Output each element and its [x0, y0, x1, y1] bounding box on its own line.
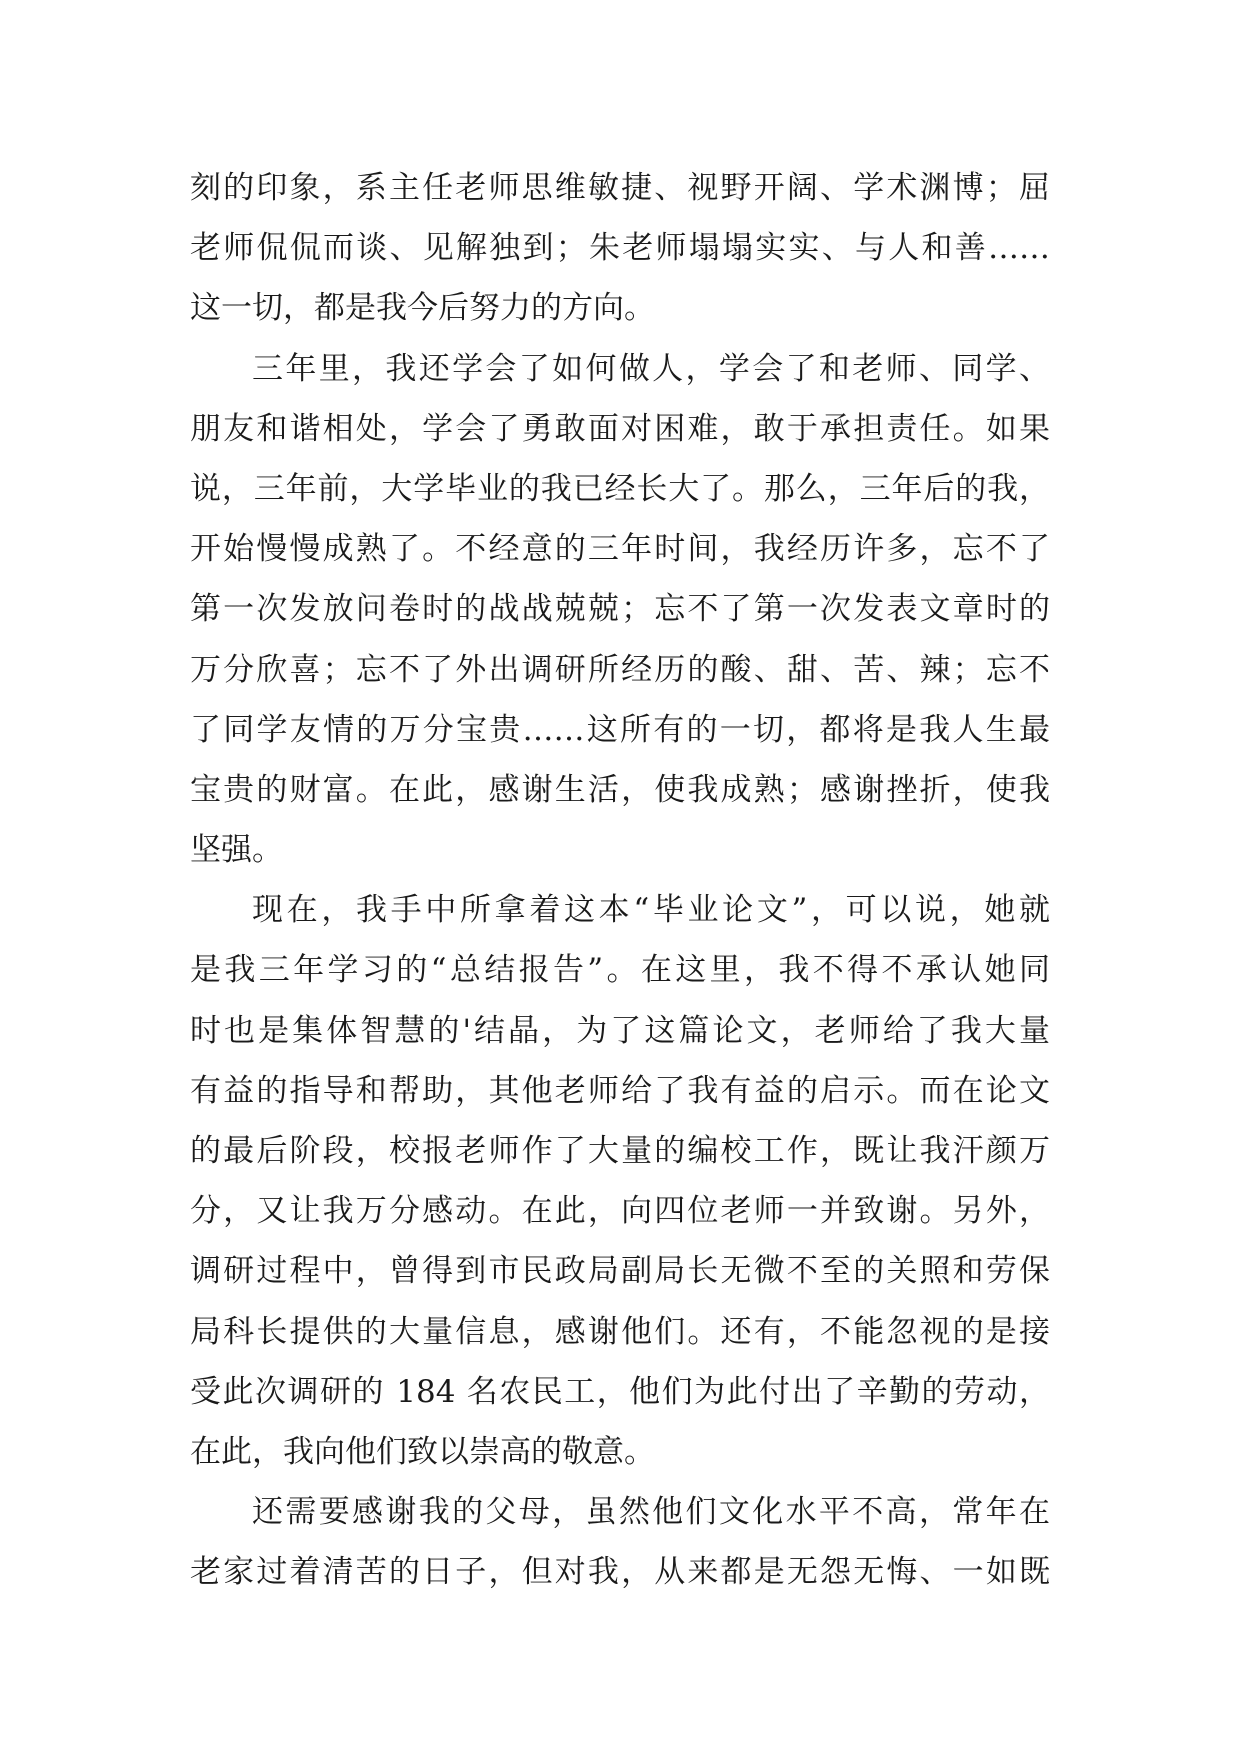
text-line: 受此次调研的 184 名农民工，他们为此付出了辛勤的劳动，: [190, 1373, 1050, 1410]
text-line: 朋友和谐相处，学会了勇敢面对困难，敢于承担责任。如果: [190, 410, 1050, 447]
text-line: 刻的印象，系主任老师思维敏捷、视野开阔、学术渊博；屈: [190, 170, 1050, 206]
text-line: 万分欣喜；忘不了外出调研所经历的酸、甜、苦、辣；忘不: [190, 651, 1050, 688]
text-line: 调研过程中，曾得到市民政局副局长无微不至的关照和劳保: [190, 1253, 1050, 1290]
text-line: 是我三年学习的“总结报告”。在这里，我不得不承认她同: [190, 952, 1050, 989]
text-line: 宝贵的财富。在此，感谢生活，使我成熟；感谢挫折，使我: [190, 771, 1050, 808]
body-text: [190, 158, 1050, 1603]
text-line: 三年里，我还学会了如何做人，学会了和老师、同学、: [252, 350, 1050, 387]
text-line: 有益的指导和帮助，其他老师给了我有益的启示。而在论文: [190, 1072, 1050, 1109]
paragraph-1: [190, 158, 1050, 339]
text-line: 局科长提供的大量信息，感谢他们。还有，不能忽视的是接: [190, 1313, 1050, 1350]
text-line: 现在，我手中所拿着这本“毕业论文”，可以说，她就: [252, 892, 1050, 929]
text-line: 还需要感谢我的父母，虽然他们文化水平不高，常年在: [252, 1494, 1050, 1531]
text-line: 这一切，都是我今后努力的方向。: [190, 290, 655, 327]
text-line: 时也是集体智慧的'结晶，为了这篇论文，老师给了我大量: [190, 1012, 1050, 1049]
text-line: 老师侃侃而谈、见解独到；朱老师塌塌实实、与人和善……: [190, 230, 1050, 267]
text-line: 坚强。: [190, 832, 283, 869]
text-line: 在此，我向他们致以崇高的敬意。: [190, 1433, 655, 1470]
text-line: 分，又让我万分感动。在此，向四位老师一并致谢。另外，: [190, 1193, 1050, 1230]
text-line: 了同学友情的万分宝贵……这所有的一切，都将是我人生最: [190, 711, 1050, 748]
text-line: 老家过着清苦的日子，但对我，从来都是无怨无悔、一如既: [190, 1554, 1050, 1591]
paragraph-4: [190, 1482, 1050, 1602]
text-line: 第一次发放问卷时的战战兢兢；忘不了第一次发表文章时的: [190, 591, 1050, 628]
text-line: 的最后阶段，校报老师作了大量的编校工作，既让我汗颜万: [190, 1133, 1050, 1169]
paragraph-2: [190, 339, 1050, 881]
text-line: 说，三年前，大学毕业的我已经长大了。那么，三年后的我，: [190, 470, 1050, 507]
text-line: 开始慢慢成熟了。不经意的三年时间，我经历许多，忘不了: [190, 531, 1050, 568]
paragraph-3: [190, 880, 1050, 1482]
